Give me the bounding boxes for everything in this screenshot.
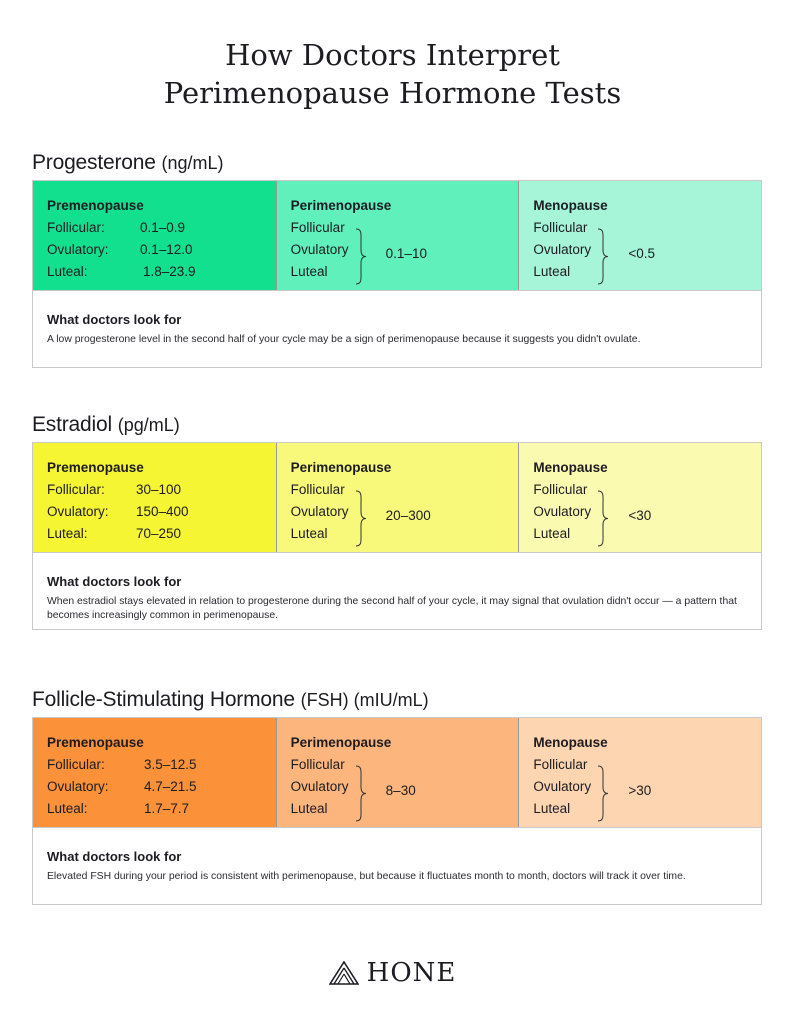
curly-brace-icon xyxy=(597,490,609,547)
section-progesterone xyxy=(32,150,762,368)
what-doctors-look-for xyxy=(33,553,761,629)
row-value: 1.7–7.7 xyxy=(144,801,190,816)
look-for-text: When estradiol stays elevated in relation to progesterone during the second half of your cycle, it may signal that ovulation didn't occur — a pattern that becomes increasingly common in perimenopause. xyxy=(47,596,737,621)
phase-label: Ovulatory xyxy=(290,242,349,257)
range-row xyxy=(47,754,276,776)
row-label: Follicular: xyxy=(47,757,105,772)
column-title: Menopause xyxy=(533,460,608,475)
section-fsh xyxy=(32,687,762,905)
range-value: >30 xyxy=(628,783,652,798)
page-title xyxy=(0,36,785,112)
section-heading-unit: (ng/mL) xyxy=(161,153,224,173)
row-label: Luteal: xyxy=(47,801,88,816)
phase-label: Ovulatory xyxy=(533,242,592,257)
section-heading-name: Estradiol xyxy=(32,413,112,436)
stage-columns xyxy=(33,443,761,553)
section-heading xyxy=(32,412,762,442)
range-row xyxy=(47,217,276,239)
mountain-triangle-icon xyxy=(329,961,359,985)
range-value: 0.1–10 xyxy=(385,246,427,261)
phase-label: Luteal xyxy=(533,801,571,816)
range-row xyxy=(47,261,276,283)
row-value: 0.1–0.9 xyxy=(140,220,186,235)
page-title-line-1: How Doctors Interpret xyxy=(225,38,560,72)
row-label: Follicular: xyxy=(47,482,105,497)
look-for-title: What doctors look for xyxy=(47,849,182,864)
section-heading-name: Progesterone xyxy=(32,151,156,174)
phase-label: Luteal xyxy=(290,264,328,279)
phase-label: Luteal xyxy=(533,526,571,541)
section-heading xyxy=(32,150,762,180)
section-heading-name: Follicle-Stimulating Hormone xyxy=(32,688,295,711)
row-label: Ovulatory: xyxy=(47,779,109,794)
range-row xyxy=(47,798,276,820)
phase-label: Follicular xyxy=(290,220,345,235)
menopause-column xyxy=(518,181,761,290)
phase-label: Ovulatory xyxy=(533,504,592,519)
phase-label: Ovulatory xyxy=(290,504,349,519)
curly-brace-icon xyxy=(597,228,609,285)
section-heading-unit: (FSH) (mIU/mL) xyxy=(300,690,429,710)
range-value: <30 xyxy=(628,508,652,523)
row-value: 3.5–12.5 xyxy=(144,757,197,772)
phase-label: Follicular xyxy=(290,482,345,497)
phase-label: Follicular xyxy=(290,757,345,772)
page-title-line-2: Perimenopause Hormone Tests xyxy=(163,76,622,110)
column-title: Premenopause xyxy=(47,735,144,750)
phase-label: Ovulatory xyxy=(290,779,349,794)
phase-label: Follicular xyxy=(533,482,588,497)
curly-brace-icon xyxy=(355,228,367,285)
row-value: 150–400 xyxy=(136,504,189,519)
column-title: Premenopause xyxy=(47,198,144,213)
menopause-column xyxy=(518,443,761,552)
range-row xyxy=(47,501,276,523)
column-title: Premenopause xyxy=(47,460,144,475)
range-row xyxy=(47,239,276,261)
phase-label: Follicular xyxy=(533,220,588,235)
row-label: Luteal: xyxy=(47,526,88,541)
column-title: Menopause xyxy=(533,198,608,213)
logo-wordmark: HONE xyxy=(366,958,457,988)
hormone-card xyxy=(32,717,762,905)
phase-label: Ovulatory xyxy=(533,779,592,794)
curly-brace-icon xyxy=(597,765,609,822)
look-for-title: What doctors look for xyxy=(47,574,182,589)
perimenopause-column xyxy=(276,443,519,552)
hone-logo xyxy=(0,958,785,990)
row-value: 1.8–23.9 xyxy=(143,264,196,279)
what-doctors-look-for xyxy=(33,828,761,904)
perimenopause-column xyxy=(276,181,519,290)
column-title: Menopause xyxy=(533,735,608,750)
row-label: Ovulatory: xyxy=(47,504,109,519)
range-value: <0.5 xyxy=(628,246,655,261)
phase-label: Luteal xyxy=(290,801,328,816)
range-row xyxy=(47,523,276,545)
row-value: 4.7–21.5 xyxy=(144,779,197,794)
stage-columns xyxy=(33,718,761,828)
hormone-card xyxy=(32,180,762,368)
range-value: 8–30 xyxy=(385,783,416,798)
row-value: 30–100 xyxy=(136,482,182,497)
phase-label: Luteal xyxy=(290,526,328,541)
stage-columns xyxy=(33,181,761,291)
row-value: 0.1–12.0 xyxy=(140,242,193,257)
what-doctors-look-for xyxy=(33,291,761,367)
look-for-text: Elevated FSH during your period is consistent with perimenopause, but because it fluctuates month to month, doctors will track it over time. xyxy=(47,871,686,882)
look-for-text: A low progesterone level in the second half of your cycle may be a sign of perimenopause because it suggests you didn't ovulate. xyxy=(47,334,641,345)
range-row xyxy=(47,776,276,798)
row-label: Luteal: xyxy=(47,264,88,279)
menopause-column xyxy=(518,718,761,827)
column-title: Perimenopause xyxy=(290,460,392,475)
section-estradiol xyxy=(32,412,762,630)
premenopause-column xyxy=(33,181,276,290)
curly-brace-icon xyxy=(355,490,367,547)
hormone-card xyxy=(32,442,762,630)
row-value: 70–250 xyxy=(136,526,182,541)
perimenopause-column xyxy=(276,718,519,827)
phase-label: Luteal xyxy=(533,264,571,279)
range-value: 20–300 xyxy=(385,508,431,523)
premenopause-column xyxy=(33,718,276,827)
look-for-title: What doctors look for xyxy=(47,312,182,327)
row-label: Follicular: xyxy=(47,220,105,235)
range-row xyxy=(47,479,276,501)
premenopause-column xyxy=(33,443,276,552)
column-title: Perimenopause xyxy=(290,735,392,750)
column-title: Perimenopause xyxy=(290,198,392,213)
section-heading-unit: (pg/mL) xyxy=(117,415,180,435)
row-label: Ovulatory: xyxy=(47,242,109,257)
curly-brace-icon xyxy=(355,765,367,822)
phase-label: Follicular xyxy=(533,757,588,772)
section-heading xyxy=(32,687,762,717)
